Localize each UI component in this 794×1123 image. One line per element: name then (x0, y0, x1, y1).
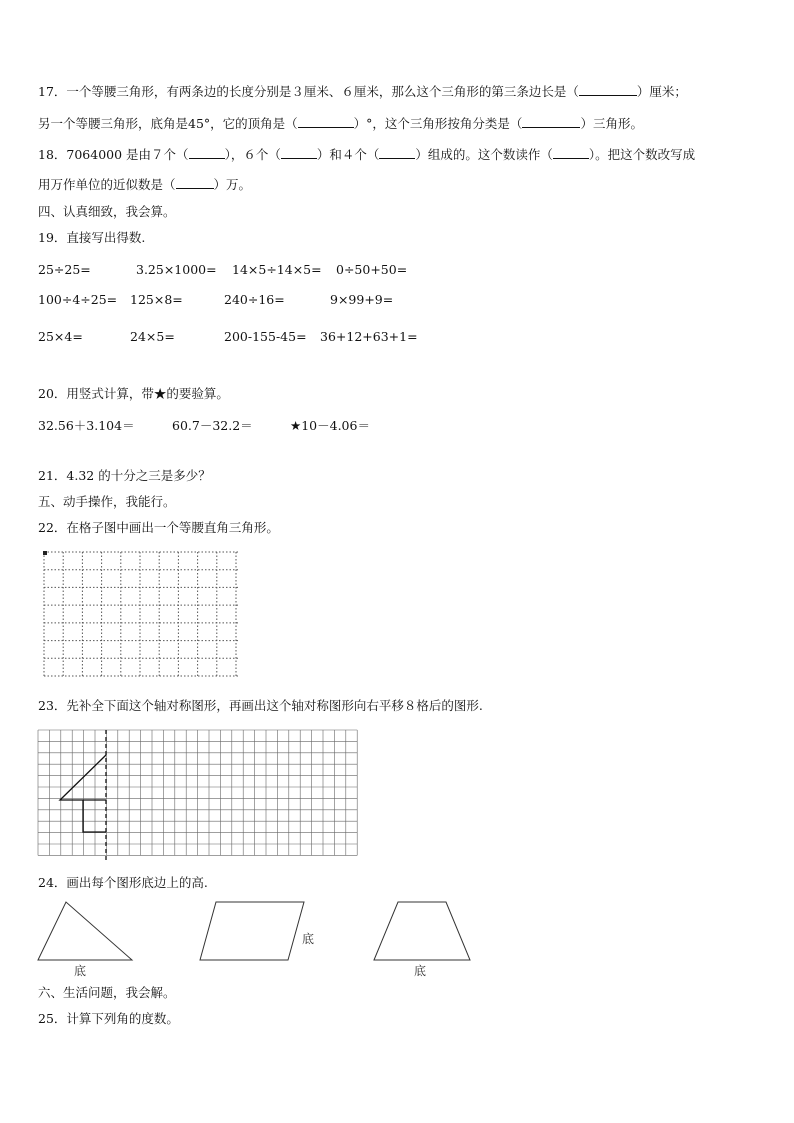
q18-text-1: 18．7064000 是由７个（ (38, 147, 189, 162)
q21-text: 21．4.32 的十分之三是多少？ (38, 468, 211, 483)
q18-line2 (38, 177, 251, 193)
q17-line2 (38, 116, 643, 132)
q22-text: 22．在格子图中画出一个等腰直角三角形。 (38, 520, 279, 535)
dotted-grid[interactable] (42, 550, 242, 680)
square-grid[interactable] (38, 730, 358, 860)
section-4-heading: 四、认真细致，我会算。 (38, 204, 176, 219)
q19-r2-c3: 240÷16= (224, 292, 285, 307)
q18-blank-1[interactable] (189, 147, 225, 159)
q20-item-3: ★10－4.06＝ (290, 418, 370, 433)
q19-r3-c1: 25×4= (38, 329, 83, 344)
q19-r2-c1: 100÷4÷25= (38, 292, 118, 307)
section-5-heading: 五、动手操作，我能行。 (38, 494, 176, 509)
q19-r1-c3: 14×5÷14×5= (232, 262, 322, 277)
q18-line1 (38, 147, 695, 163)
q18-text-2: ），６个（ (224, 147, 281, 162)
q18-line2-text-1: 用万作单位的近似数是（ (38, 177, 176, 192)
q23-text: 23．先补全下面这个轴对称图形，再画出这个轴对称图形向右平移８格后的图形. (38, 698, 483, 713)
partial-figure-bottom (83, 800, 106, 832)
q17-line2-text: 另一个等腰三角形，底角是45°，它的顶角是（ (38, 116, 298, 131)
parallelogram-figure[interactable] (198, 900, 308, 962)
q25-text: 25．计算下列角的度数。 (38, 1011, 179, 1026)
q20-title: 20．用竖式计算，带★的要验算。 (38, 386, 229, 401)
trapezoid-base-label: 底 (414, 964, 427, 978)
partial-figure-top (60, 755, 106, 800)
q17-line1 (38, 84, 687, 100)
q17-line2-text-3: ）三角形。 (580, 116, 643, 131)
q19-r1-c1: 25÷25= (38, 262, 91, 277)
triangle-base-label: 底 (74, 964, 87, 978)
q19-r3-c3: 200-155-45= (224, 329, 307, 344)
q19-r2-c4: 9×99+9= (330, 292, 394, 307)
q19-r3-c4: 36+12+63+1= (320, 329, 418, 344)
q18-line2-text-2: ）万。 (213, 177, 252, 192)
q19-r3-c2: 24×5= (130, 329, 175, 344)
triangle-figure[interactable] (36, 900, 136, 962)
q20-item-1: 32.56＋3.104＝ (38, 418, 135, 433)
parallelogram-base-label: 底 (302, 932, 315, 946)
q18-blank-2[interactable] (281, 147, 317, 159)
q18-blank-3[interactable] (379, 147, 415, 159)
q17-blank-3[interactable] (522, 116, 580, 128)
q17-line2-text-2: ）°，这个三角形按角分类是（ (353, 116, 523, 131)
q19-r1-c4: 0÷50+50= (336, 262, 408, 277)
q19-r2-c2: 125×8= (130, 292, 183, 307)
q20-item-2: 60.7－32.2＝ (172, 418, 253, 433)
q18-text-3: ）和４个（ (316, 147, 380, 162)
section-6-heading: 六、生活问题，我会解。 (38, 985, 176, 1000)
q17-text: 17．一个等腰三角形，有两条边的长度分别是３厘米、６厘米，那么这个三角形的第三条边长是（ (38, 84, 579, 99)
q18-text-5: ）。把这个数改写成 (588, 147, 696, 162)
grid-corner-mark (43, 551, 47, 555)
q18-text-4: ）组成的。这个数读作（ (415, 147, 553, 162)
q17-blank-2[interactable] (298, 116, 354, 128)
q17-blank-1[interactable] (579, 84, 637, 96)
q19-title: 19．直接写出得数. (38, 230, 146, 245)
q19-r1-c2: 3.25×1000= (136, 262, 217, 277)
q24-title: 24．画出每个图形底边上的高. (38, 875, 208, 890)
q17-text-end: ）厘米； (636, 84, 687, 99)
trapezoid-figure[interactable] (372, 900, 474, 962)
q18-blank-4[interactable] (553, 147, 589, 159)
q18-blank-5[interactable] (176, 177, 214, 189)
